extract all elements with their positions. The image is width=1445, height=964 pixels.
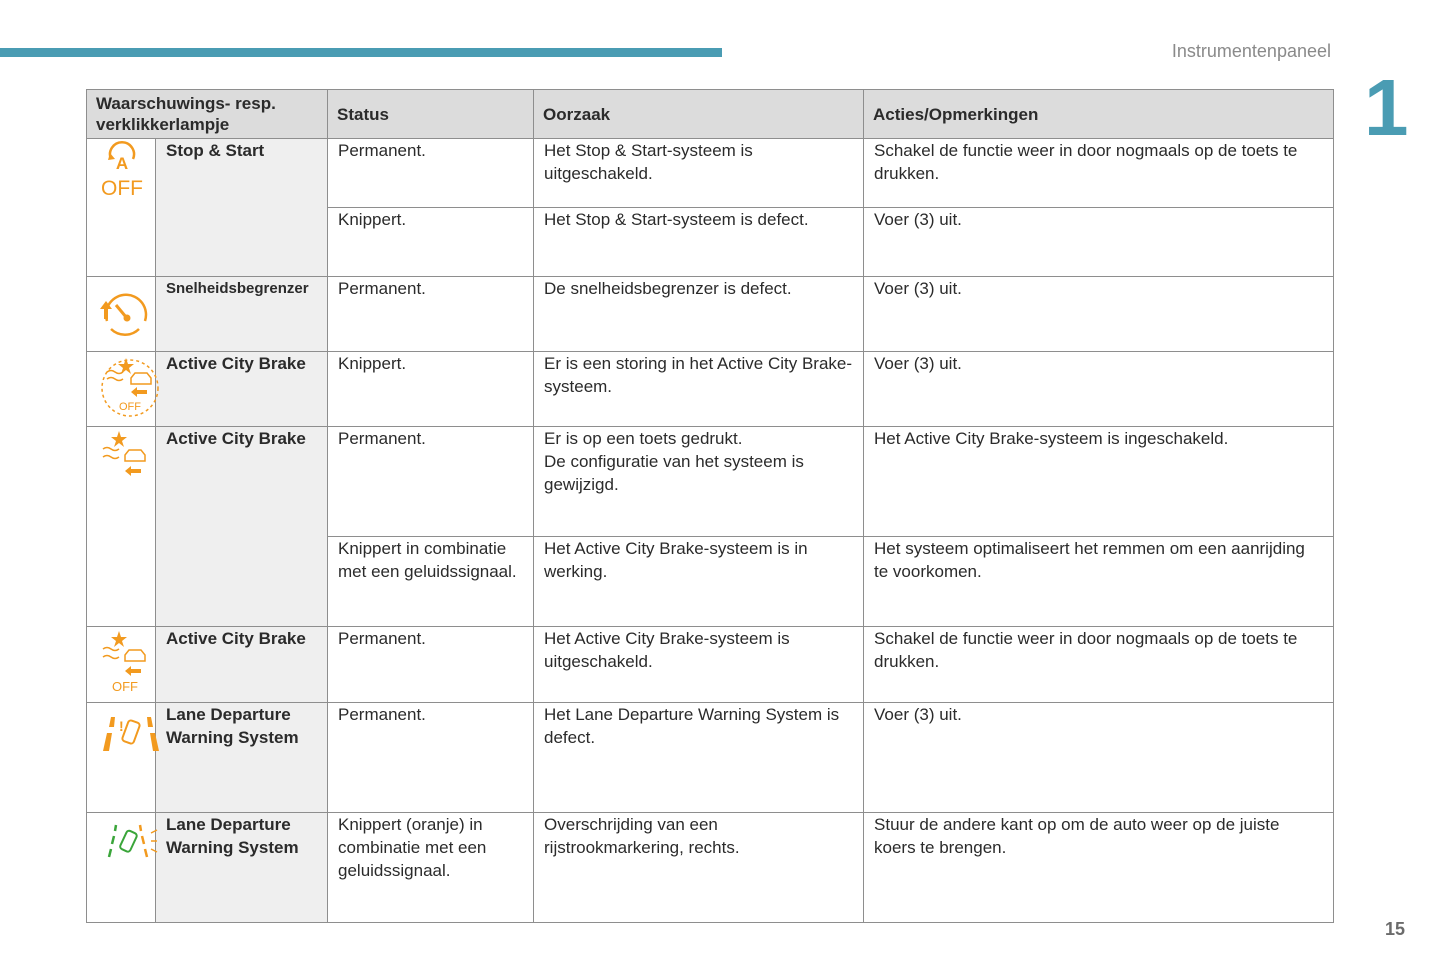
cause-cell: Het Active City Brake-systeem is in werking. [534, 537, 864, 627]
speed-limiter-icon-cell [87, 277, 156, 352]
status-cell: Permanent. [328, 277, 534, 352]
header-accent-bar [0, 48, 722, 57]
action-cell: Voer (3) uit. [864, 703, 1334, 813]
cause-line: Er is op een toets gedrukt. [544, 429, 743, 448]
status-cell: Permanent. [328, 703, 534, 813]
status-cell: Permanent. [328, 139, 534, 208]
active-city-brake-fault-icon [97, 352, 163, 422]
column-header-actions: Acties/Opmerkingen [864, 90, 1334, 139]
lamp-name: Active City Brake [156, 627, 328, 703]
active-city-brake-fault-icon-cell [87, 352, 156, 427]
action-cell: Voer (3) uit. [864, 352, 1334, 427]
speed-limiter-icon [97, 287, 153, 343]
action-cell: Voer (3) uit. [864, 277, 1334, 352]
action-cell: Het Active City Brake-systeem is ingeschakeld. [864, 427, 1334, 537]
table-row [87, 813, 1334, 923]
stop-start-off-icon [97, 139, 147, 203]
lamp-name: Snelheidsbegrenzer [156, 277, 328, 352]
table-row [87, 703, 1334, 813]
active-city-brake-off-icon-cell [87, 627, 156, 703]
table-row [87, 139, 1334, 208]
section-title: Instrumentenpaneel [1171, 41, 1331, 61]
status-cell: Knippert. [328, 352, 534, 427]
cause-cell: Er is een storing in het Active City Brake-systeem. [534, 352, 864, 427]
action-cell: Het systeem optimaliseert het remmen om een aanrijding te voorkomen. [864, 537, 1334, 627]
cause-line: De configuratie van het systeem is gewijzigd. [544, 452, 804, 494]
status-cell: Permanent. [328, 427, 534, 537]
table-row [87, 427, 1334, 537]
status-cell: Knippert. [328, 208, 534, 277]
cause-cell: Overschrijding van een rijstrookmarkering, rechts. [534, 813, 864, 923]
lamp-name: Stop & Start [156, 139, 328, 277]
active-city-brake-icon-cell [87, 427, 156, 627]
cause-cell: Het Lane Departure Warning System is defect. [534, 703, 864, 813]
warning-lamps-table [86, 89, 1334, 923]
svg-text:OFF: OFF [119, 401, 141, 413]
action-cell: Schakel de functie weer in door nogmaals op de toets te drukken. [864, 627, 1334, 703]
table-header-row [87, 90, 1334, 139]
active-city-brake-off-icon [97, 627, 153, 697]
lamp-name: Active City Brake [156, 352, 328, 427]
action-cell: Voer (3) uit. [864, 208, 1334, 277]
page-number: 15 [1384, 919, 1405, 939]
svg-text:OFF: OFF [112, 679, 138, 694]
cause-cell: Het Stop & Start-systeem is uitgeschakeld. [534, 139, 864, 208]
column-header-cause: Oorzaak [534, 90, 864, 139]
lamp-name: Lane Departure Warning System [156, 703, 328, 813]
chapter-number: 1 [1364, 63, 1409, 152]
status-cell: Knippert (oranje) in combinatie met een geluidssignaal. [328, 813, 534, 923]
lane-departure-right-icon-cell [87, 813, 156, 923]
cause-cell: De snelheidsbegrenzer is defect. [534, 277, 864, 352]
lane-departure-fault-icon-cell [87, 703, 156, 813]
svg-text:A: A [115, 154, 129, 173]
lane-departure-right-icon [97, 813, 159, 873]
svg-text:OFF: OFF [101, 177, 143, 200]
svg-text:!: ! [119, 718, 124, 734]
column-header-status: Status [328, 90, 534, 139]
lamp-name: Active City Brake [156, 427, 328, 627]
active-city-brake-icon [97, 427, 153, 487]
cause-cell [534, 427, 864, 537]
table-row [87, 277, 1334, 352]
table-row [87, 627, 1334, 703]
status-cell: Knippert in combinatie met een geluidssignaal. [328, 537, 534, 627]
action-cell: Stuur de andere kant op om de auto weer op de juiste koers te brengen. [864, 813, 1334, 923]
status-cell: Permanent. [328, 627, 534, 703]
action-cell: Schakel de functie weer in door nogmaals op de toets te drukken. [864, 139, 1334, 208]
column-header-lamp: Waarschuwings- resp. verklikkerlampje [87, 90, 328, 139]
cause-cell: Het Stop & Start-systeem is defect. [534, 208, 864, 277]
cause-cell: Het Active City Brake-systeem is uitgeschakeld. [534, 627, 864, 703]
lamp-name: Lane Departure Warning System [156, 813, 328, 923]
stop-start-icon-cell [87, 139, 156, 277]
table-row [87, 352, 1334, 427]
